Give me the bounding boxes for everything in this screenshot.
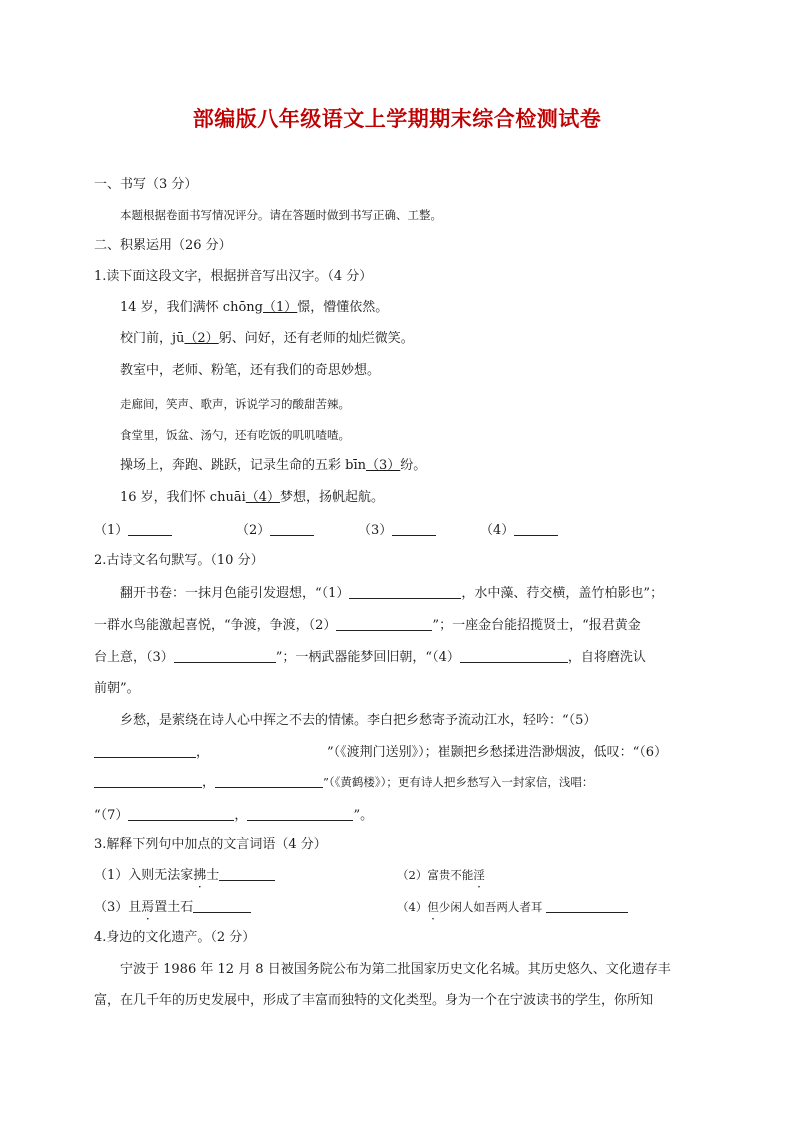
section-1-heading: 一、书写（3 分） (94, 177, 198, 192)
q2-para-2-line-2: ， ”（《渡荆门送别》）；崔颢把乡愁揉进浩渺烟波，低叹：“（6） (94, 743, 667, 762)
q1-line-4: 走廊间，笑声、歌声，诉说学习的酸甜苦辣。 (120, 397, 350, 411)
q1-blank-1-marker: （1） (262, 300, 298, 315)
section-1-text: 本题根据卷面书写情况评分。请在答题时做到书写正确、工整。 (120, 208, 442, 222)
q4-para-line-2: 富，在几千年的历史发展中，形成了丰富而独特的文化类型。身为一个在宁波读书的学生，你所知 (94, 993, 654, 1008)
q1-answer-3[interactable]: （3） (358, 521, 436, 540)
q2-answer-2[interactable] (336, 616, 432, 631)
q1-blank-4-marker: （4） (245, 490, 281, 505)
q2-answer-1[interactable] (349, 584, 461, 599)
q3-item-1: （1）入则无法家拂士 (94, 866, 275, 885)
q2-para-2-line-4: “（7） ， ”。 (94, 808, 374, 823)
q1-heading: 1.读下面这段文字，根据拼音写出汉字。（4 分） (94, 269, 373, 284)
q2-answer-6a[interactable] (94, 773, 202, 788)
q2-heading: 2.古诗文名句默写。（10 分） (94, 553, 264, 568)
q3-dotted-word-3: 焉 (141, 900, 155, 915)
q2-answer-7a[interactable] (128, 806, 234, 821)
q3-dotted-word-1: 拂 (193, 868, 207, 883)
q1-blank-2-marker: （2） (184, 331, 219, 346)
q2-para-1-line-1: 翻开书卷：一抹月色能引发遐想，“（1） ，水中藻、荇交横，盖竹柏影也”； (120, 586, 664, 601)
q1-line-7: 16 岁，我们怀 chuāi（4）梦想，扬帆起航。 (120, 490, 385, 505)
q4-para-line-1: 宁波于 1986 年 12 月 8 日被国务院公布为第二批国家历史文化名城。其历史悠久、文化遗存丰 (120, 962, 671, 977)
q1-blank-3-marker: （3） (366, 458, 401, 473)
q2-para-2-line-1: 乡愁，是萦绕在诗人心中挥之不去的情愫。李白把乡愁寄予流动江水，轻吟：“（5） (120, 713, 597, 728)
q2-answer-5a[interactable] (94, 743, 196, 758)
q1-line-3: 教室中，老师、粉笔，还有我们的奇思妙想。 (120, 363, 381, 378)
q2-answer-3[interactable] (174, 648, 276, 663)
q1-answer-4[interactable]: （4） (480, 521, 558, 540)
q2-answer-6b[interactable] (215, 773, 323, 788)
q3-item-3: （3）且焉置土石 (94, 898, 251, 917)
q2-para-2-line-3: ， ”（《黄鹤楼》）；更有诗人把乡愁写入一封家信，浅唱： (94, 773, 593, 792)
q3-dotted-word-4: 但 (427, 900, 439, 914)
q3-dotted-word-2: 淫 (473, 868, 485, 882)
q1-answer-2[interactable]: （2） (236, 521, 314, 540)
q3-item-2: （2）富贵不能淫 (397, 868, 485, 882)
q1-answer-1[interactable]: （1） (94, 521, 172, 540)
q4-heading: 4.身边的文化遗产。（2 分） (94, 930, 256, 945)
q1-line-6: 操场上，奔跑、跳跃，记录生命的五彩 bīn（3）纷。 (120, 458, 427, 473)
q2-answer-4[interactable] (460, 648, 568, 663)
q3-answer-1[interactable] (219, 866, 275, 881)
q2-para-1-line-4: 前朝”。 (94, 681, 140, 696)
q1-line-5: 食堂里，饭盆、汤勺，还有吃饭的叽叽喳喳。 (120, 428, 350, 442)
page-title: 部编版八年级语文上学期期末综合检测试卷 (192, 107, 602, 131)
q2-answer-7b[interactable] (247, 806, 353, 821)
q2-para-1-line-3: 台上意，（3） ”；一柄武器能梦回旧朝，“（4） ，自将磨洗认 (94, 650, 646, 665)
q3-answer-3[interactable] (193, 898, 251, 913)
q2-para-1-line-2: 一群水鸟能激起喜悦，“争渡，争渡，（2） ”；一座金台能招揽贤士，“报君黄金 (94, 618, 641, 633)
q1-line-1: 14 岁，我们满怀 chōng（1）憬，懵懂依然。 (120, 300, 389, 315)
q3-heading: 3.解释下列句中加点的文言词语（4 分） (94, 837, 327, 852)
q3-item-4: （4）但少闲人如吾两人者耳 (397, 898, 628, 916)
q1-answer-row (94, 521, 694, 539)
q2-answer-5b[interactable] (209, 743, 327, 758)
section-2-heading: 二、积累运用（26 分） (94, 238, 232, 253)
q1-line-2: 校门前，jū（2）躬、问好，还有老师的灿烂微笑。 (120, 331, 414, 346)
q3-answer-4[interactable] (546, 898, 628, 913)
